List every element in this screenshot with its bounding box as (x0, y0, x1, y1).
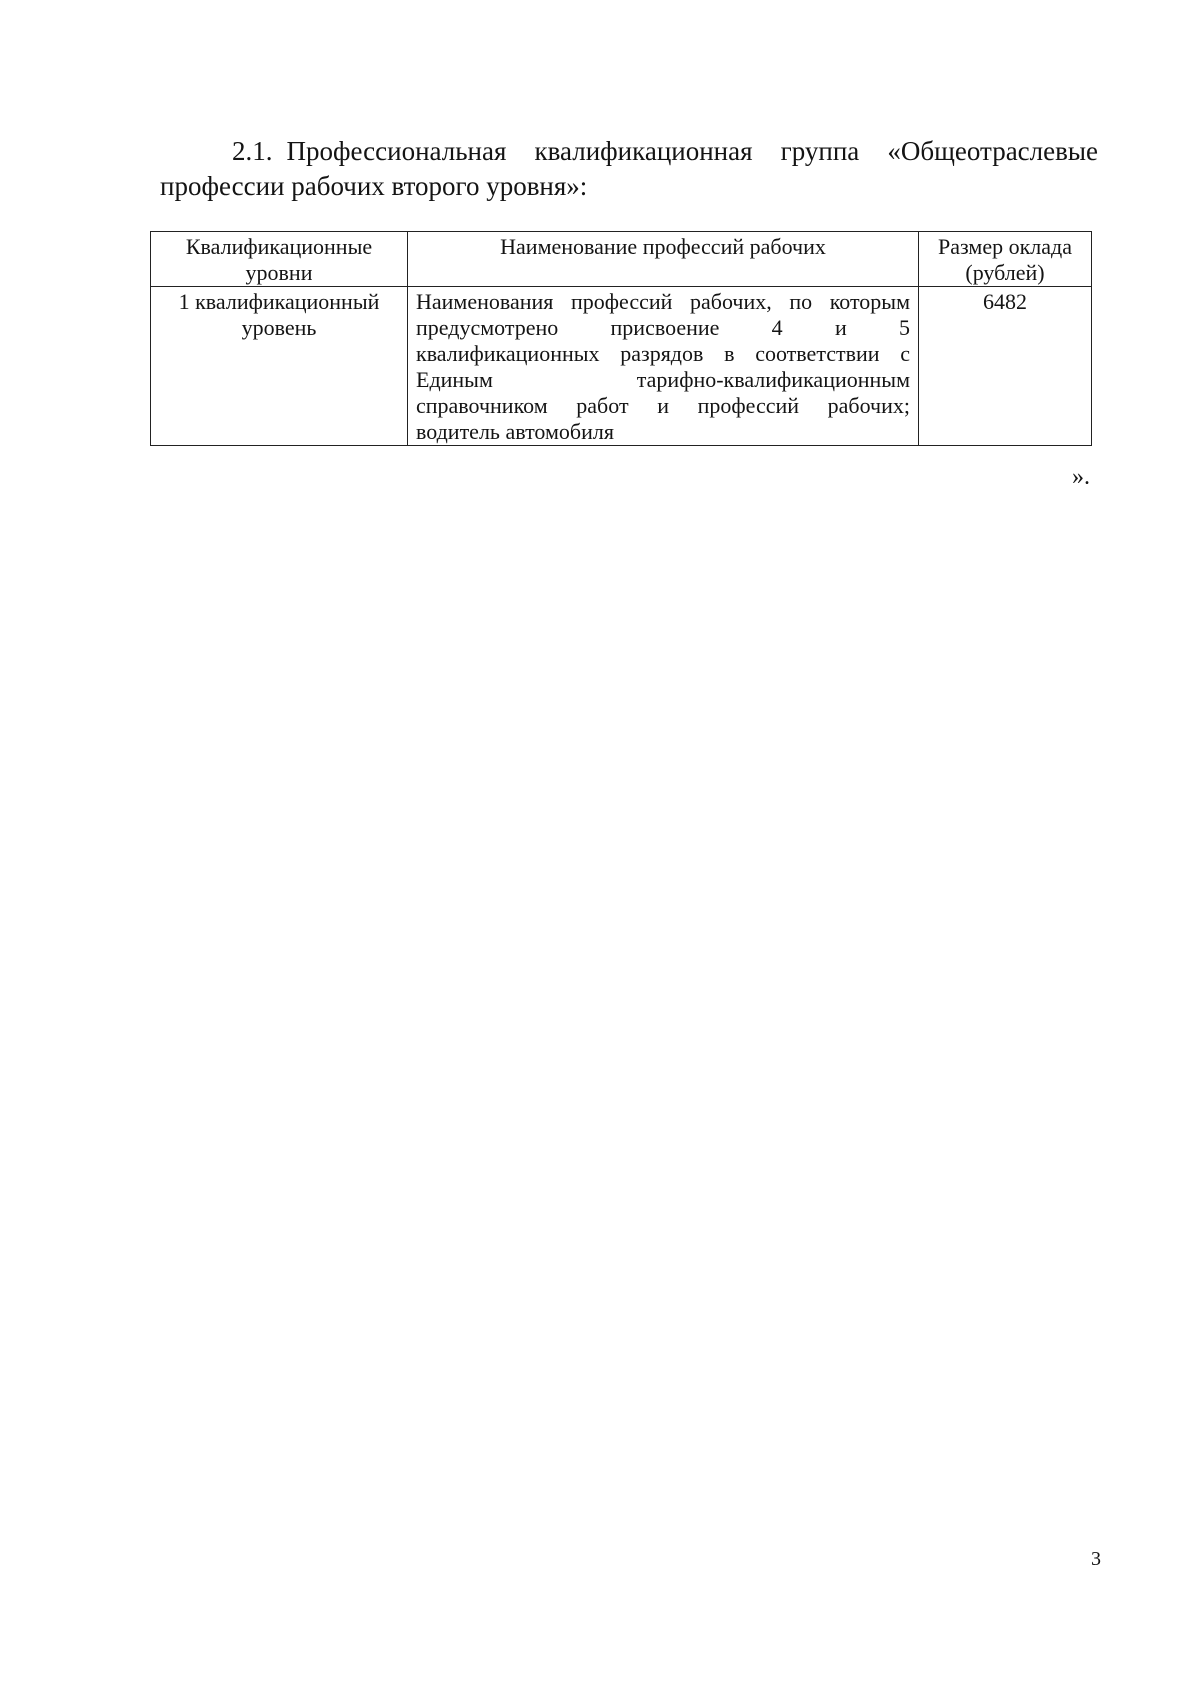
cell-qualification-level (151, 287, 408, 446)
professions-line: квалификационных разрядов в соответствии с (416, 341, 910, 366)
section-number: 2.1. (232, 136, 273, 166)
header-profession-names: Наименование профессий рабочих (408, 232, 919, 287)
professions-line: справочником работ и профессий рабочих; (416, 393, 910, 418)
header-col3-line2: (рублей) (965, 260, 1045, 285)
header-col1-line2: уровни (245, 260, 313, 285)
salary-table (150, 231, 1092, 446)
closing-quote: ». (1072, 464, 1090, 490)
professions-line: предусмотрено присвоение 4 и 5 (416, 315, 910, 340)
header-salary (919, 232, 1092, 287)
professions-line: Единым тарифно-квалификационным (416, 367, 910, 392)
page-number: 3 (1091, 1548, 1101, 1570)
header-col1-line1: Квалификационные (185, 234, 373, 259)
table-header-row (151, 232, 1092, 287)
table-row (151, 287, 1092, 446)
section-title-line1: Профессиональная квалификационная группа «Общеотраслевые (286, 136, 1098, 166)
cell-professions (408, 287, 919, 446)
level-line2: уровень (241, 315, 317, 340)
header-qualification-levels (151, 232, 408, 287)
header-col3-line1: Размер оклада (938, 234, 1072, 259)
section-title-line2: профессии рабочих второго уровня»: (160, 171, 588, 201)
cell-salary: 6482 (919, 287, 1092, 446)
level-line1: 1 квалификационный (178, 289, 380, 314)
section-heading (160, 134, 1098, 204)
professions-line: водитель автомобиля (416, 419, 614, 444)
professions-line: Наименования профессий рабочих, по которым (416, 289, 910, 314)
section-heading-line1 (160, 134, 1098, 169)
